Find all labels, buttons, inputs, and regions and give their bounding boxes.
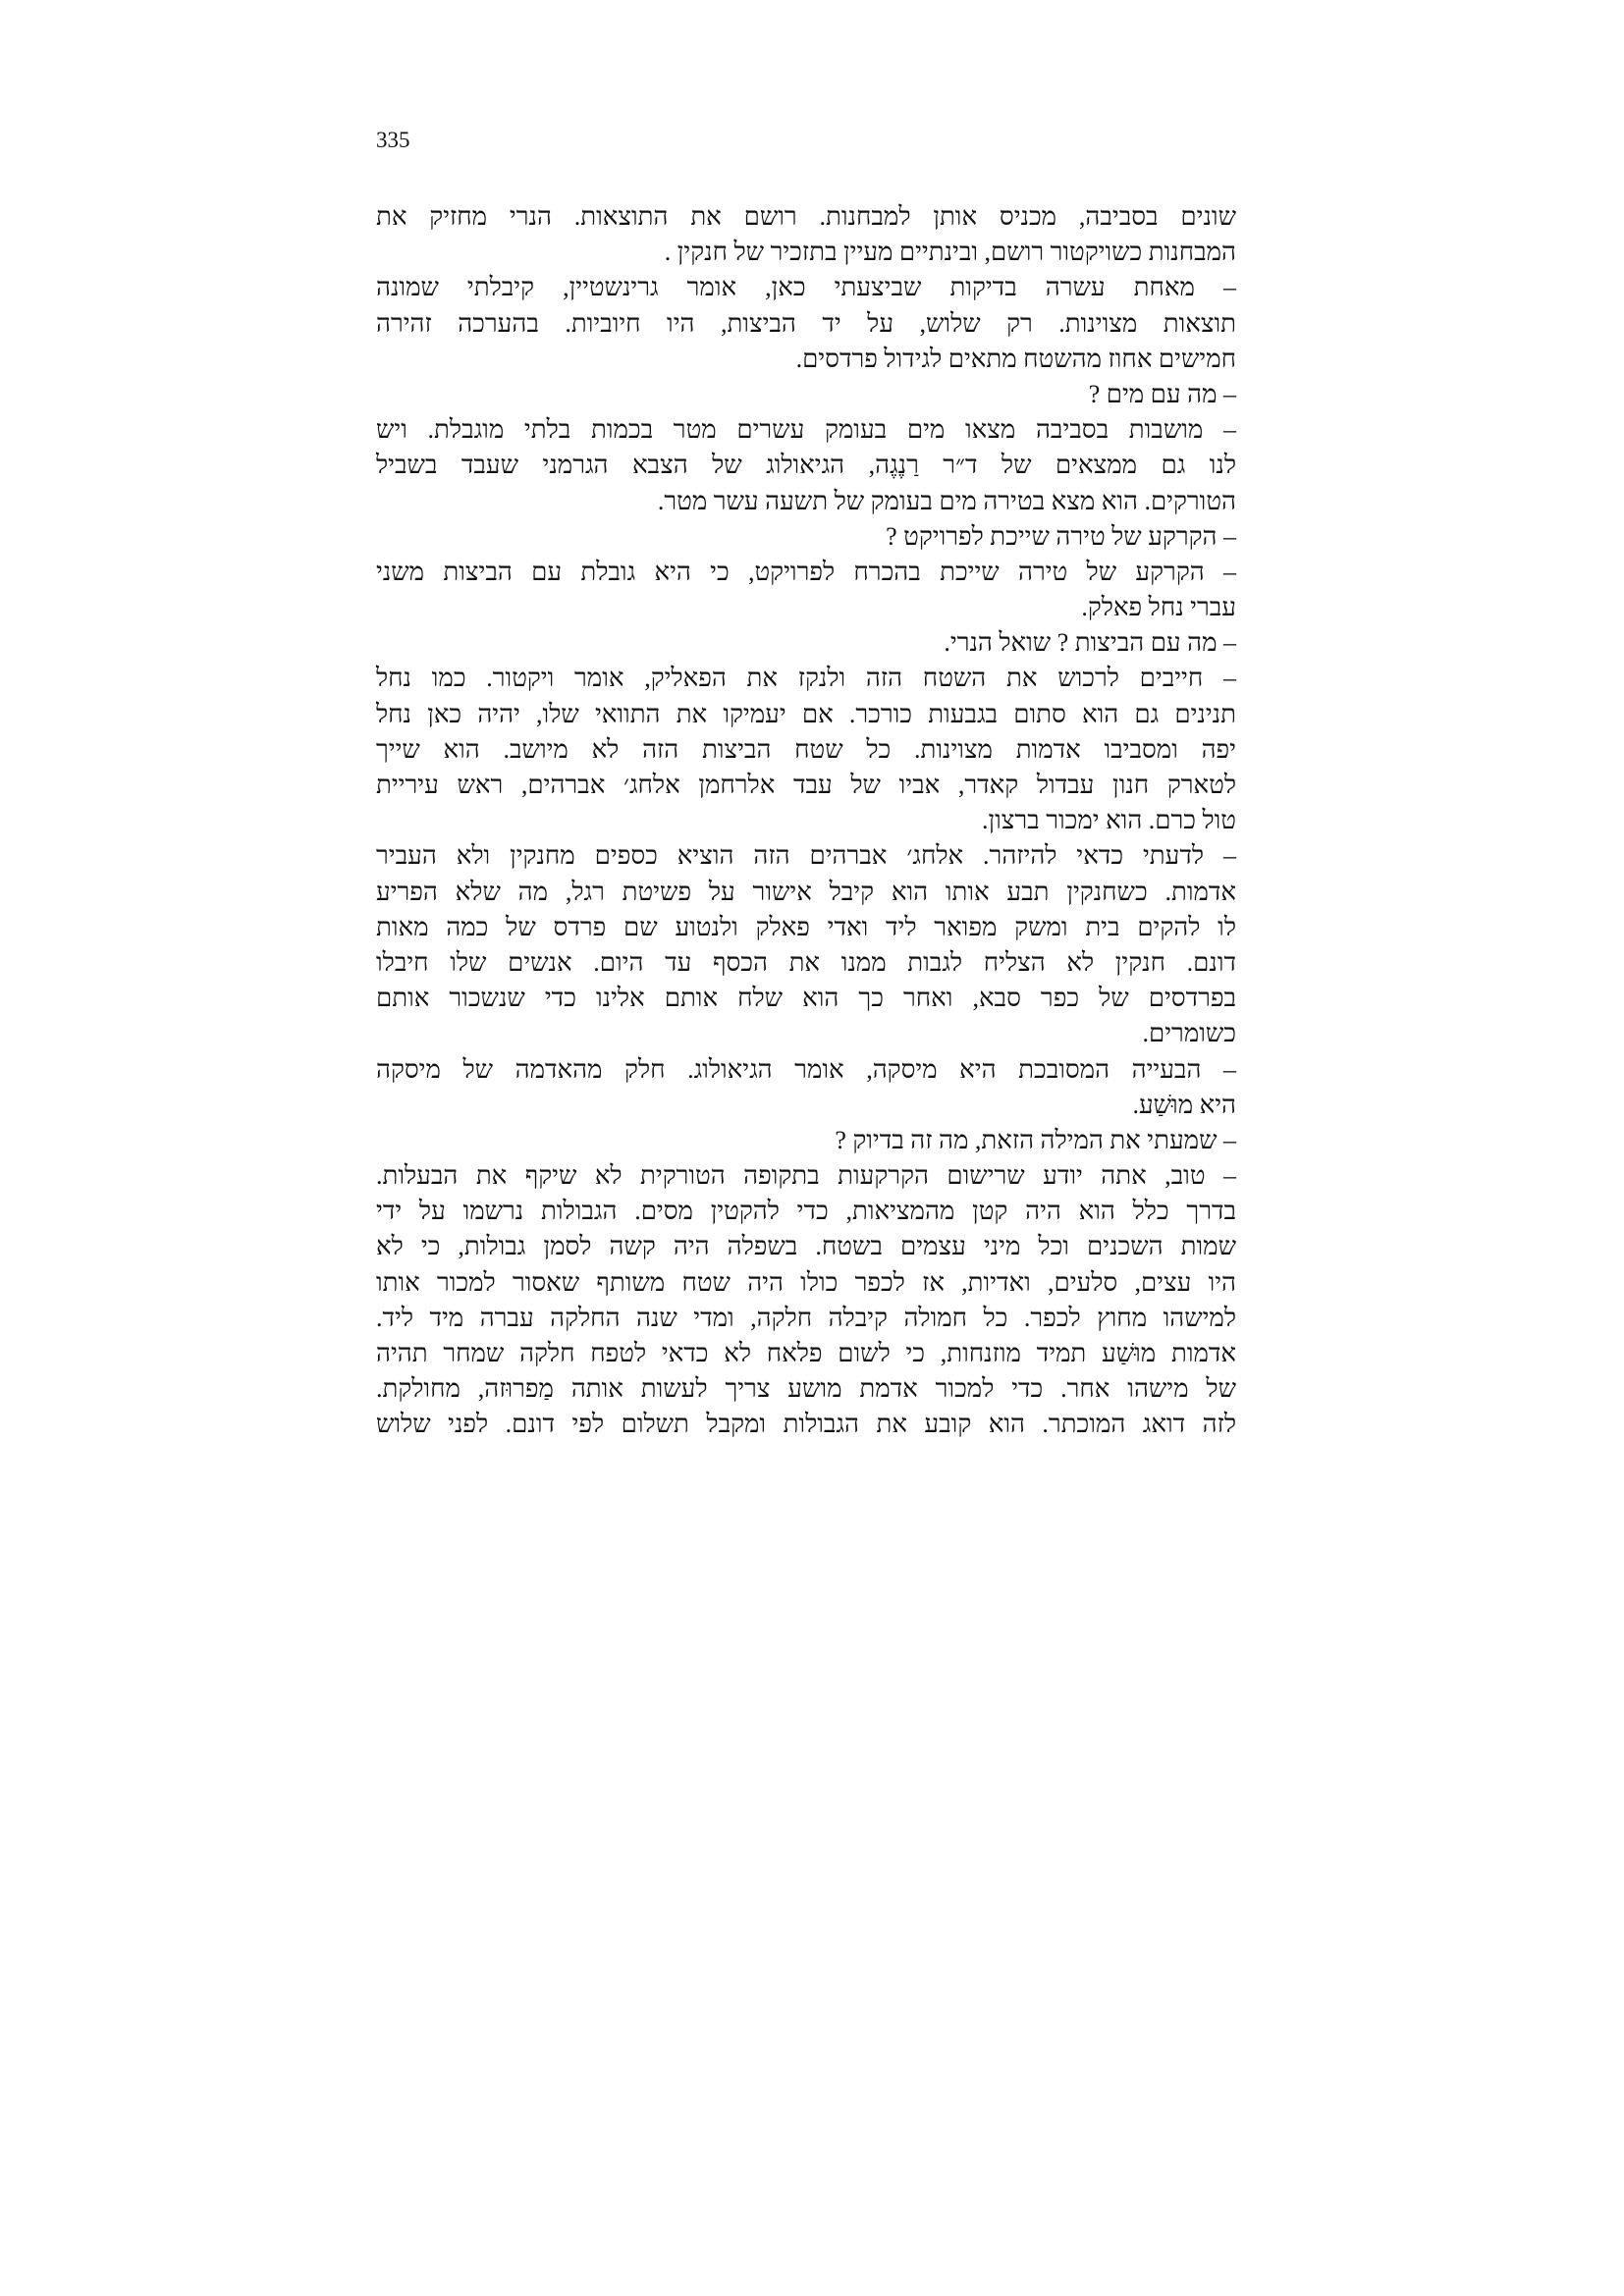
text-line: עברי נחל פאלק.: [1081, 593, 1236, 622]
text-line: – שמעתי את המילה הזאת, מה זה בדיוק ?: [835, 1125, 1236, 1154]
text-line: כשומרים.: [1142, 1019, 1236, 1048]
text-line: בפרדסים של כפר סבא, ואחר כך הוא שלח אותם אלינו כדי שנשכור אותם: [376, 984, 1236, 1013]
text-line: תוצאות מצוינות. רק שלוש, על יד הביצות, היו חיוביות. בהערכה זהירה: [376, 308, 1236, 338]
text-line: טול כרם. הוא ימכור ברצון.: [982, 806, 1236, 835]
text-line: לנו גם ממצאים של ד״ר רַנֶגֶה, הגיאולוג של הצבא הגרמני שעבד בשביל: [376, 451, 1236, 480]
text-line: – הבעייה המסובכת היא מיסקה, אומר הגיאולוג. חלק מהאדמה של מיסקה: [376, 1054, 1236, 1084]
text-line: המבחנות כשויקטור רושם, ובינתיים מעיין בתזכיר של חנקין .: [664, 238, 1236, 267]
body-text: [376, 199, 1236, 1443]
text-line: למישהו מחוץ לכפר. כל חמולה קיבלה חלקה, ומדי שנה החלקה עברה מיד ליד.: [376, 1303, 1236, 1332]
text-line: – מושבות בסביבה מצאו מים בעומק עשרים מטר בכמות בלתי מוגבלת. ויש: [376, 415, 1236, 445]
text-line: לטארק חנון עבדול קאדר, אביו של עבד אלרחמן אלחג׳ אברהים, ראש עיריית: [376, 771, 1236, 799]
text-line: הטורקים. הוא מצא בטירה מים בעומק של תשעה עשר מטר.: [657, 486, 1236, 515]
text-line: אדמות מוּשַׁע תמיד מוזנחות, כי לשום פלאח לא כדאי לטפח חלקה שמחר תהיה: [376, 1339, 1236, 1367]
text-line: חמישים אחוז מהשטח מתאים לגידול פרדסים.: [795, 344, 1236, 373]
text-line: – לדעתי כדאי להיזהר. אלחג׳ אברהים הזה הוציא כספים מחנקין ולא העביר: [376, 841, 1236, 871]
text-line: לזה דואג המוכתר. הוא קובע את הגבולות ומקבל תשלום לפי דונם. לפני שלוש: [376, 1410, 1236, 1439]
text-line: – הקרקע של טירה שייכת לפרויקט ?: [886, 521, 1236, 551]
text-line: יפה ומסביבו אדמות מצוינות. כל שטח הביצות הזה לא מיושב. הוא שייך: [376, 734, 1236, 764]
text-line: – הקרקע של טירה שייכת בהכרח לפרויקט, כי היא גובלת עם הביצות משני: [376, 557, 1236, 586]
text-line: שמות השכנים וכל מיני עצמים בשטח. בשפלה היה קשה לסמן גבולות, כי לא: [376, 1232, 1236, 1261]
text-line: לו להקים בית ומשק מפואר ליד ואדי פאלק ולנטוע שם פרדס של כמה מאות: [376, 912, 1236, 941]
page-number: 335: [376, 128, 410, 152]
text-line: – מה עם מים ?: [1088, 379, 1236, 408]
text-line: אדמות. כשחנקין תבע אותו הוא קיבל אישור על פשיטת רגל, מה שלא הפריע: [376, 877, 1236, 906]
text-line: – מה עם הביצות ? שואל הנרי.: [944, 628, 1236, 658]
text-line: היו עצים, סלעים, ואדיות, אז לכפר כולו היה שטח משותף שאסור למכור אותו: [376, 1267, 1236, 1297]
text-line: – מאחת עשרה בדיקות שביצעתי כאן, אומר גרינשטיין, קיבלתי שמונה: [376, 273, 1236, 302]
text-line: דונם. חנקין לא הצליח לגבות ממנו את הכסף עד היום. אנשים שלו חיבלו: [376, 947, 1236, 977]
text-line: שונים בסביבה, מכניס אותן למבחנות. רושם את התוצאות. הנרי מחזיק את: [376, 202, 1236, 231]
text-line: של מישהו אחר. כדי למכור אדמת מושע צריך לעשות אותה מַפרוּזה, מחולקת.: [376, 1374, 1236, 1404]
text-line: היא מוּשַׁע.: [1132, 1090, 1236, 1119]
text-line: בדרך כלל הוא היה קטן מהמציאות, כדי להקטין מסים. הגבולות נרשמו על ידי: [376, 1197, 1236, 1226]
text-line: תנינים גם הוא סתום בגבעות כורכר. אם יעמיקו את התוואי שלו, יהיה כאן נחל: [376, 699, 1236, 728]
text-line: – חייבים לרכוש את השטח הזה ולנקז את הפאליק, אומר ויקטור. כמו נחל: [376, 664, 1236, 693]
text-line: – טוב, אתה יודע שרישום הקרקעות בתקופה הטורקית לא שיקף את הבעלות.: [376, 1161, 1236, 1191]
